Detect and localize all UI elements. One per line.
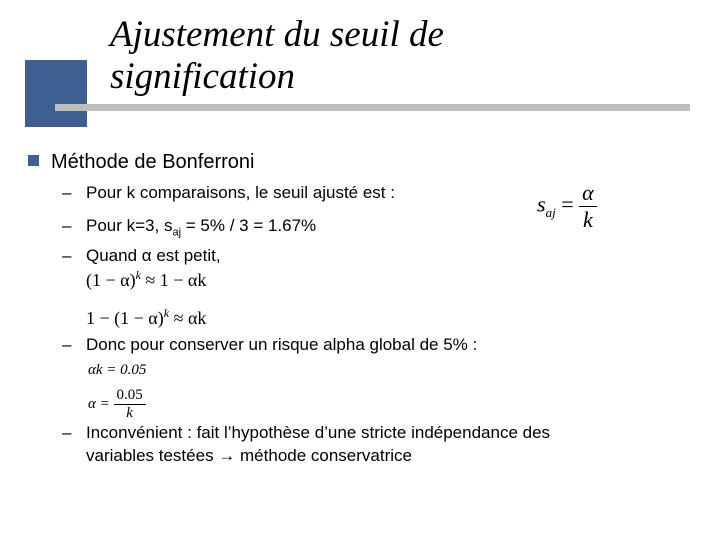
dash-marker: – xyxy=(62,335,72,354)
formula-approx-2-rel: ≈ αk xyxy=(169,308,207,328)
sub-item-alpha-suffix: est petit, xyxy=(151,246,221,265)
formula-saj-eq: = xyxy=(561,191,574,217)
main-bullet xyxy=(28,150,254,174)
formula-alpha-eq-fraction xyxy=(114,387,146,422)
dash-marker: – xyxy=(62,183,72,202)
formula-ak xyxy=(88,362,146,379)
title-underline-bar xyxy=(55,104,690,111)
dash-marker: – xyxy=(62,246,72,265)
formula-saj xyxy=(537,180,597,233)
sub-item-k3-prefix: Pour k=3, s xyxy=(86,216,173,235)
formula-approx-2-lhs: 1 − (1 − α) xyxy=(86,308,164,328)
sub-item-text: Pour k comparaisons, le seuil ajusté est : xyxy=(86,183,395,202)
formula-approx-1-rel: ≈ 1 − αk xyxy=(140,270,207,290)
formula-saj-num: α xyxy=(582,180,594,205)
sub-item-k3-sub: aj xyxy=(172,226,182,239)
alpha-symbol: α xyxy=(141,246,152,265)
formula-alpha-eq xyxy=(88,387,146,422)
sub-item-inconvenient-line-1: Inconvénient : fait l’hypothèse d’une stricte indépendance des xyxy=(86,423,551,442)
dash-marker: – xyxy=(62,216,72,235)
formula-approx-1-lhs: (1 − α) xyxy=(86,270,136,290)
formula-saj-den: k xyxy=(579,206,597,233)
sub-item-text: Donc pour conserver un risque alpha global de 5% : xyxy=(86,335,478,354)
formula-approx-1 xyxy=(86,270,206,291)
slide-title-line-1: Ajustement du seuil de xyxy=(110,14,444,55)
formula-alpha-eq-den: k xyxy=(114,404,146,422)
sub-item-inconvenient-prefix: variables testées xyxy=(86,446,219,465)
formula-saj-sub: aj xyxy=(545,204,556,220)
formula-alpha-eq-lhs: α = xyxy=(88,395,110,412)
formula-ak-text: αk = 0.05 xyxy=(88,362,147,378)
title-decoration-block xyxy=(25,60,87,127)
formula-approx-1-exp: k xyxy=(135,268,141,282)
sub-item-global-risk xyxy=(62,334,477,356)
dash-marker: – xyxy=(62,423,72,442)
sub-item-k3 xyxy=(62,215,316,237)
formula-alpha-eq-num: 0.05 xyxy=(116,387,143,403)
sub-item-comparisons xyxy=(62,182,395,204)
formula-saj-fraction xyxy=(579,180,597,233)
formula-saj-s: s xyxy=(537,191,546,217)
main-bullet-text: Méthode de Bonferroni xyxy=(51,151,255,173)
sub-item-alpha-prefix: Quand xyxy=(86,246,142,265)
square-bullet-icon xyxy=(28,155,39,166)
slide-title xyxy=(110,14,700,98)
sub-item-inconvenient xyxy=(62,422,550,444)
slide-title-line-2: signification xyxy=(110,56,295,97)
sub-item-inconvenient-suffix: méthode conservatrice xyxy=(235,446,412,465)
sub-item-k3-suffix: = 5% / 3 = 1.67% xyxy=(181,216,317,235)
formula-approx-2 xyxy=(86,308,206,329)
right-arrow-icon: → xyxy=(218,446,236,465)
sub-item-inconvenient-line-2 xyxy=(86,445,412,467)
formula-approx-2-exp: k xyxy=(163,306,170,320)
sub-item-alpha-small xyxy=(62,245,221,267)
